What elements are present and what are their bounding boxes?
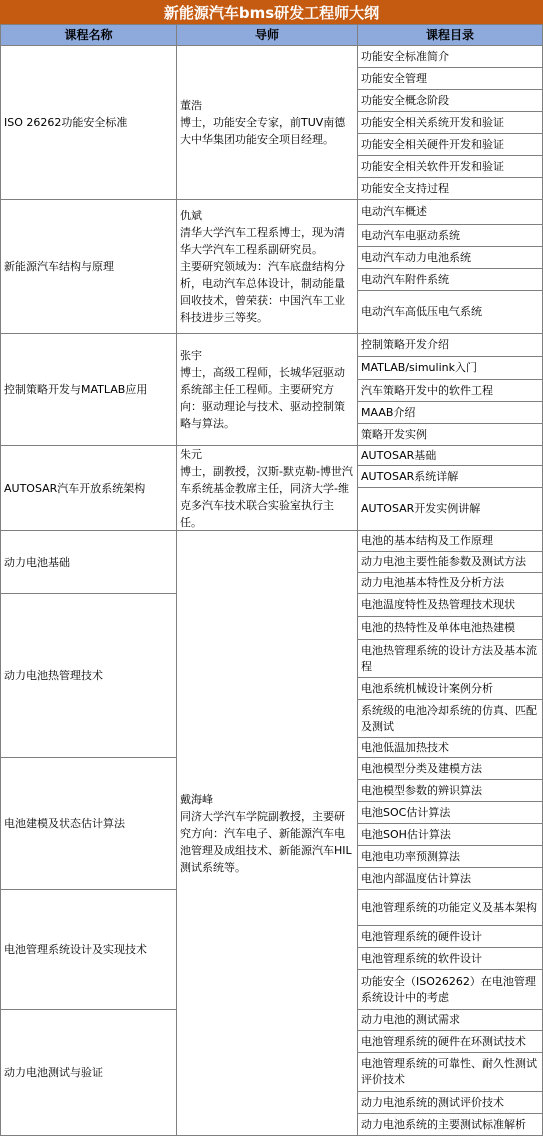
course-name-cell: 电池建模及状态估计算法 xyxy=(0,757,177,890)
sheet-title: 新能源汽车bms研发工程师大纲 xyxy=(0,0,543,24)
catalog-item: 电池低温加热技术 xyxy=(357,737,543,758)
catalog-item: 电池内部温度估计算法 xyxy=(357,867,543,890)
catalog-item: AUTOSAR基础 xyxy=(357,445,543,466)
catalog-item: 动力电池系统的测试评价技术 xyxy=(357,1091,543,1114)
catalog-item: 电池管理系统的功能定义及基本架构 xyxy=(357,889,543,926)
catalog-item: MAAB介绍 xyxy=(357,401,543,424)
catalog-item: 电池管理系统的硬件设计 xyxy=(357,925,543,948)
catalog-item: 功能安全（ISO26262）在电池管理系统设计中的考虑 xyxy=(357,969,543,1010)
catalog-item: 电池SOC估计算法 xyxy=(357,801,543,824)
catalog-item: 策略开发实例 xyxy=(357,423,543,446)
catalog-item: 功能安全相关系统开发和验证 xyxy=(357,111,543,134)
course-name-cell: AUTOSAR汽车开放系统架构 xyxy=(0,445,177,531)
catalog-item: 控制策略开发介绍 xyxy=(357,333,543,357)
tutor-cell xyxy=(176,530,358,1136)
catalog-item: 电池模型分类及建模方法 xyxy=(357,757,543,780)
catalog-item: AUTOSAR开发实例讲解 xyxy=(357,487,543,531)
tutor-cell xyxy=(176,333,358,446)
catalog-item: 电池管理系统的硬件在环测试技术 xyxy=(357,1030,543,1053)
catalog-item: 电池热管理系统的设计方法及基本流程 xyxy=(357,639,543,678)
tutor-cell xyxy=(176,199,358,334)
catalog-item: 电动汽车电驱动系统 xyxy=(357,224,543,247)
catalog-item: 电动汽车高低压电气系统 xyxy=(357,290,543,334)
course-name-cell: 电池管理系统设计及实现技术 xyxy=(0,889,177,1010)
tutor-text: 张宇 博士，高级工程师，长城华冠驱动系统部主任工程师。主要研究方向：驱动理论与技术、驱动控制策略与算法。 xyxy=(180,349,345,430)
course-name-cell: 动力电池热管理技术 xyxy=(0,593,177,758)
tutor-text: 戴海峰 同济大学汽车学院副教授，主要研究方向：汽车电子、新能源汽车电池管理及成组技术、新能源汽车HIL测试系统等。 xyxy=(180,792,352,874)
catalog-item: 功能安全管理 xyxy=(357,67,543,90)
catalog-item: 功能安全相关软件开发和验证 xyxy=(357,155,543,178)
catalog-item: 电动汽车概述 xyxy=(357,199,543,225)
catalog-item: 电池的热特性及单体电池热建模 xyxy=(357,616,543,640)
tutor-text: 朱元 博士，副教授，汉斯-默克勒-博世汽车系统基金教席主任，同济大学-维克多汽车技术联合实验室执行主任。 xyxy=(180,447,353,529)
course-name-cell: 动力电池测试与验证 xyxy=(0,1009,177,1136)
tutor-text: 董浩 博士，功能安全专家，前TUV南德大中华集团功能安全项目经理。 xyxy=(180,99,346,146)
catalog-item: 功能安全支持过程 xyxy=(357,177,543,200)
catalog-item: 电动汽车动力电池系统 xyxy=(357,246,543,269)
catalog-item: 电池管理系统的软件设计 xyxy=(357,947,543,970)
header-course-name: 课程名称 xyxy=(0,24,177,46)
catalog-item: 电动汽车附件系统 xyxy=(357,268,543,291)
catalog-item: AUTOSAR系统详解 xyxy=(357,465,543,488)
catalog-item: 系统级的电池冷却系统的仿真、匹配及测试 xyxy=(357,699,543,738)
tutor-text: 仇斌 清华大学汽车工程系博士，现为清华大学汽车工程系副研究员。 主要研究领域为：汽车底盘结构分析，电动汽车总体设计，制动能量回收技术，曾荣获：中国汽车工业科技进步三等奖。 xyxy=(180,209,345,324)
catalog-item: 功能安全概念阶段 xyxy=(357,89,543,112)
tutor-cell xyxy=(176,445,358,531)
catalog-item: 电池的基本结构及工作原理 xyxy=(357,530,543,552)
tutor-cell xyxy=(176,45,358,200)
catalog-item: 动力电池的测试需求 xyxy=(357,1009,543,1031)
catalog-item: MATLAB/simulink入门 xyxy=(357,356,543,380)
course-name-cell: 控制策略开发与MATLAB应用 xyxy=(0,333,177,446)
catalog-item: 汽车策略开发中的软件工程 xyxy=(357,379,543,402)
catalog-item: 动力电池基本特性及分析方法 xyxy=(357,572,543,594)
course-name-cell: 动力电池基础 xyxy=(0,530,177,594)
course-name-cell: 新能源汽车结构与原理 xyxy=(0,199,177,334)
catalog-item: 电池模型参数的辨识算法 xyxy=(357,779,543,802)
catalog-item: 电池电功率预测算法 xyxy=(357,845,543,868)
header-catalog: 课程目录 xyxy=(357,24,543,46)
catalog-item: 动力电池主要性能参数及测试方法 xyxy=(357,551,543,573)
catalog-item: 电池系统机械设计案例分析 xyxy=(357,677,543,700)
catalog-item: 功能安全标准简介 xyxy=(357,45,543,68)
catalog-item: 动力电池系统的主要测试标准解析 xyxy=(357,1113,543,1136)
header-tutor: 导师 xyxy=(176,24,358,46)
course-name-cell: ISO 26262功能安全标准 xyxy=(0,45,177,200)
catalog-item: 功能安全相关硬件开发和验证 xyxy=(357,133,543,156)
catalog-item: 电池SOH估计算法 xyxy=(357,823,543,846)
catalog-item: 电池管理系统的可靠性、耐久性测试评价技术 xyxy=(357,1052,543,1092)
catalog-item: 电池温度特性及热管理技术现状 xyxy=(357,593,543,617)
